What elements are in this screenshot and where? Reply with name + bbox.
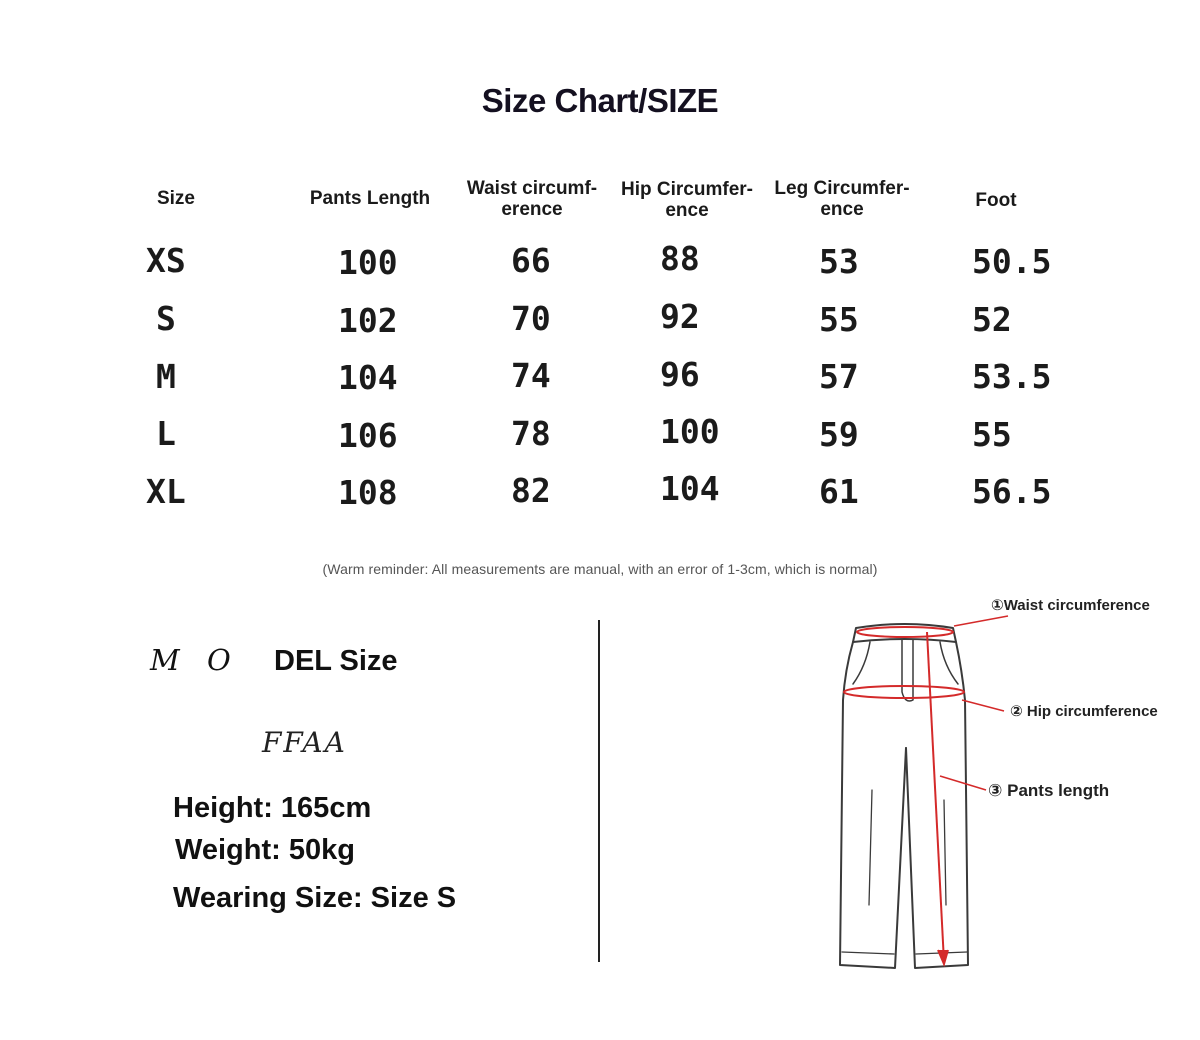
header-foot: Foot [975, 190, 1017, 211]
pants-length-measure [927, 632, 944, 962]
cell-waist: 74 [511, 356, 551, 395]
cell-foot: 53.5 [972, 357, 1052, 396]
left-leg-outline [840, 642, 906, 968]
left-crease-line [869, 790, 872, 905]
cell-waist: 78 [511, 414, 551, 453]
cell-hip: 104 [660, 469, 720, 508]
cell-pants-length: 102 [338, 301, 398, 340]
brand-signature: FFAA [262, 726, 347, 759]
fly-outline [902, 640, 913, 701]
cell-leg: 53 [819, 242, 859, 281]
cell-hip: 96 [660, 355, 700, 394]
cell-pants-length: 104 [338, 358, 398, 397]
model-height: Height: 165cm [173, 792, 372, 824]
right-pocket-outline [940, 642, 958, 684]
heading-del-size: DEL Size [274, 645, 398, 677]
page-title: Size Chart/SIZE [481, 82, 719, 119]
cell-foot: 52 [972, 300, 1012, 339]
cell-size: XS [146, 241, 186, 280]
cell-waist: 66 [511, 241, 551, 280]
cell-foot: 56.5 [972, 472, 1052, 511]
pants-length-arrowhead [938, 950, 948, 964]
model-wearing-size: Wearing Size: Size S [173, 882, 457, 914]
cell-leg: 57 [819, 357, 859, 396]
left-pocket-outline [853, 642, 870, 684]
cell-pants-length: 100 [338, 243, 398, 282]
header-size: Size [156, 188, 196, 209]
header-leg: Leg Circumfer- ence [774, 178, 910, 220]
cell-size: M [156, 357, 176, 396]
cell-pants-length: 106 [338, 416, 398, 455]
cell-hip: 88 [660, 239, 700, 278]
header-hip: Hip Circumfer- ence [621, 179, 753, 221]
length-leader-line [940, 776, 986, 790]
cell-hip: 100 [660, 412, 720, 451]
waist-measure-ring [857, 627, 953, 637]
callout-waist: ①Waist circumference [991, 597, 1150, 614]
header-waist: Waist circumf- erence [466, 178, 598, 220]
right-crease-line [944, 800, 946, 905]
cell-size: S [156, 299, 176, 338]
cell-size: L [156, 414, 176, 453]
cell-foot: 55 [972, 415, 1012, 454]
left-hem-line [842, 952, 894, 954]
cell-leg: 61 [819, 472, 859, 511]
heading-letter-o: O [207, 643, 231, 677]
model-weight: Weight: 50kg [175, 834, 355, 866]
cell-size: XL [146, 472, 186, 511]
cell-waist: 82 [511, 471, 551, 510]
cell-waist: 70 [511, 299, 551, 338]
cell-leg: 55 [819, 300, 859, 339]
header-pants-length: Pants Length [309, 188, 431, 209]
hip-leader-line [962, 700, 1004, 711]
callout-hip: ② Hip circumference [1010, 703, 1158, 720]
right-leg-outline [906, 642, 968, 968]
cell-leg: 59 [819, 415, 859, 454]
heading-letter-m: M [150, 643, 180, 677]
waist-leader-line [954, 616, 1008, 626]
cell-hip: 92 [660, 297, 700, 336]
measurement-note: (Warm reminder: All measurements are manual, with an error of 1-3cm, which is normal) [322, 561, 878, 577]
callout-length: ③ Pants length [988, 781, 1110, 800]
cell-foot: 50.5 [972, 242, 1052, 281]
cell-pants-length: 108 [338, 473, 398, 512]
